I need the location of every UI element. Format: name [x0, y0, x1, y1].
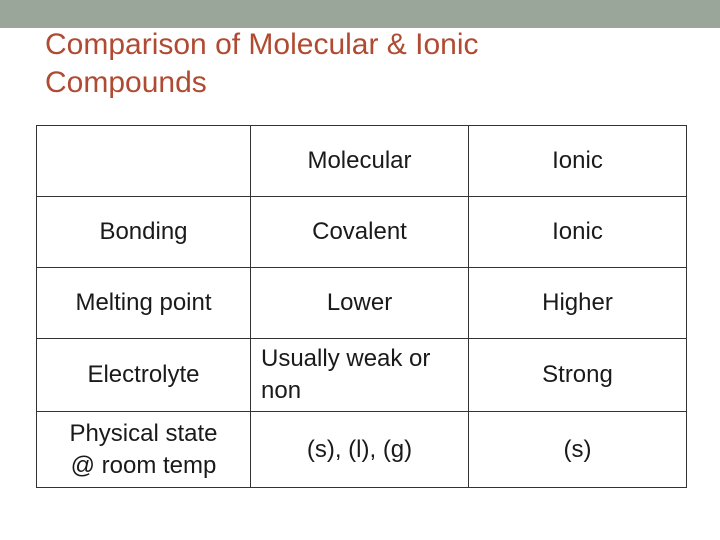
slide-title	[45, 26, 665, 102]
top-bar	[0, 0, 720, 28]
cell-ionic-melting-point: Higher	[469, 268, 687, 339]
comparison-table	[36, 125, 687, 488]
cell-molecular-bonding: Covalent	[251, 197, 469, 268]
slide-title-line-2: Compounds	[45, 66, 207, 99]
table-row	[37, 268, 687, 339]
header-cell-molecular: Molecular	[251, 126, 469, 197]
slide-title-line-1: Comparison of Molecular & Ionic	[45, 28, 479, 61]
cell-molecular-melting-point: Lower	[251, 268, 469, 339]
row-label-bonding: Bonding	[37, 197, 251, 268]
header-cell-ionic: Ionic	[469, 126, 687, 197]
cell-molecular-physical-state: (s), (l), (g)	[251, 412, 469, 488]
cell-molecular-electrolyte: Usually weak or non	[251, 339, 469, 412]
row-label-physical-state	[37, 412, 251, 488]
cell-ionic-physical-state: (s)	[469, 412, 687, 488]
table-header-row	[37, 126, 687, 197]
row-label-physical-state-line-1: Physical state	[69, 419, 218, 447]
table-row	[37, 339, 687, 412]
table-row	[37, 197, 687, 268]
header-cell-empty	[37, 126, 251, 197]
row-label-physical-state-line-2: @ room temp	[70, 451, 217, 479]
row-label-electrolyte: Electrolyte	[37, 339, 251, 412]
row-label-melting-point: Melting point	[37, 268, 251, 339]
table-row	[37, 412, 687, 488]
cell-ionic-electrolyte: Strong	[469, 339, 687, 412]
cell-ionic-bonding: Ionic	[469, 197, 687, 268]
